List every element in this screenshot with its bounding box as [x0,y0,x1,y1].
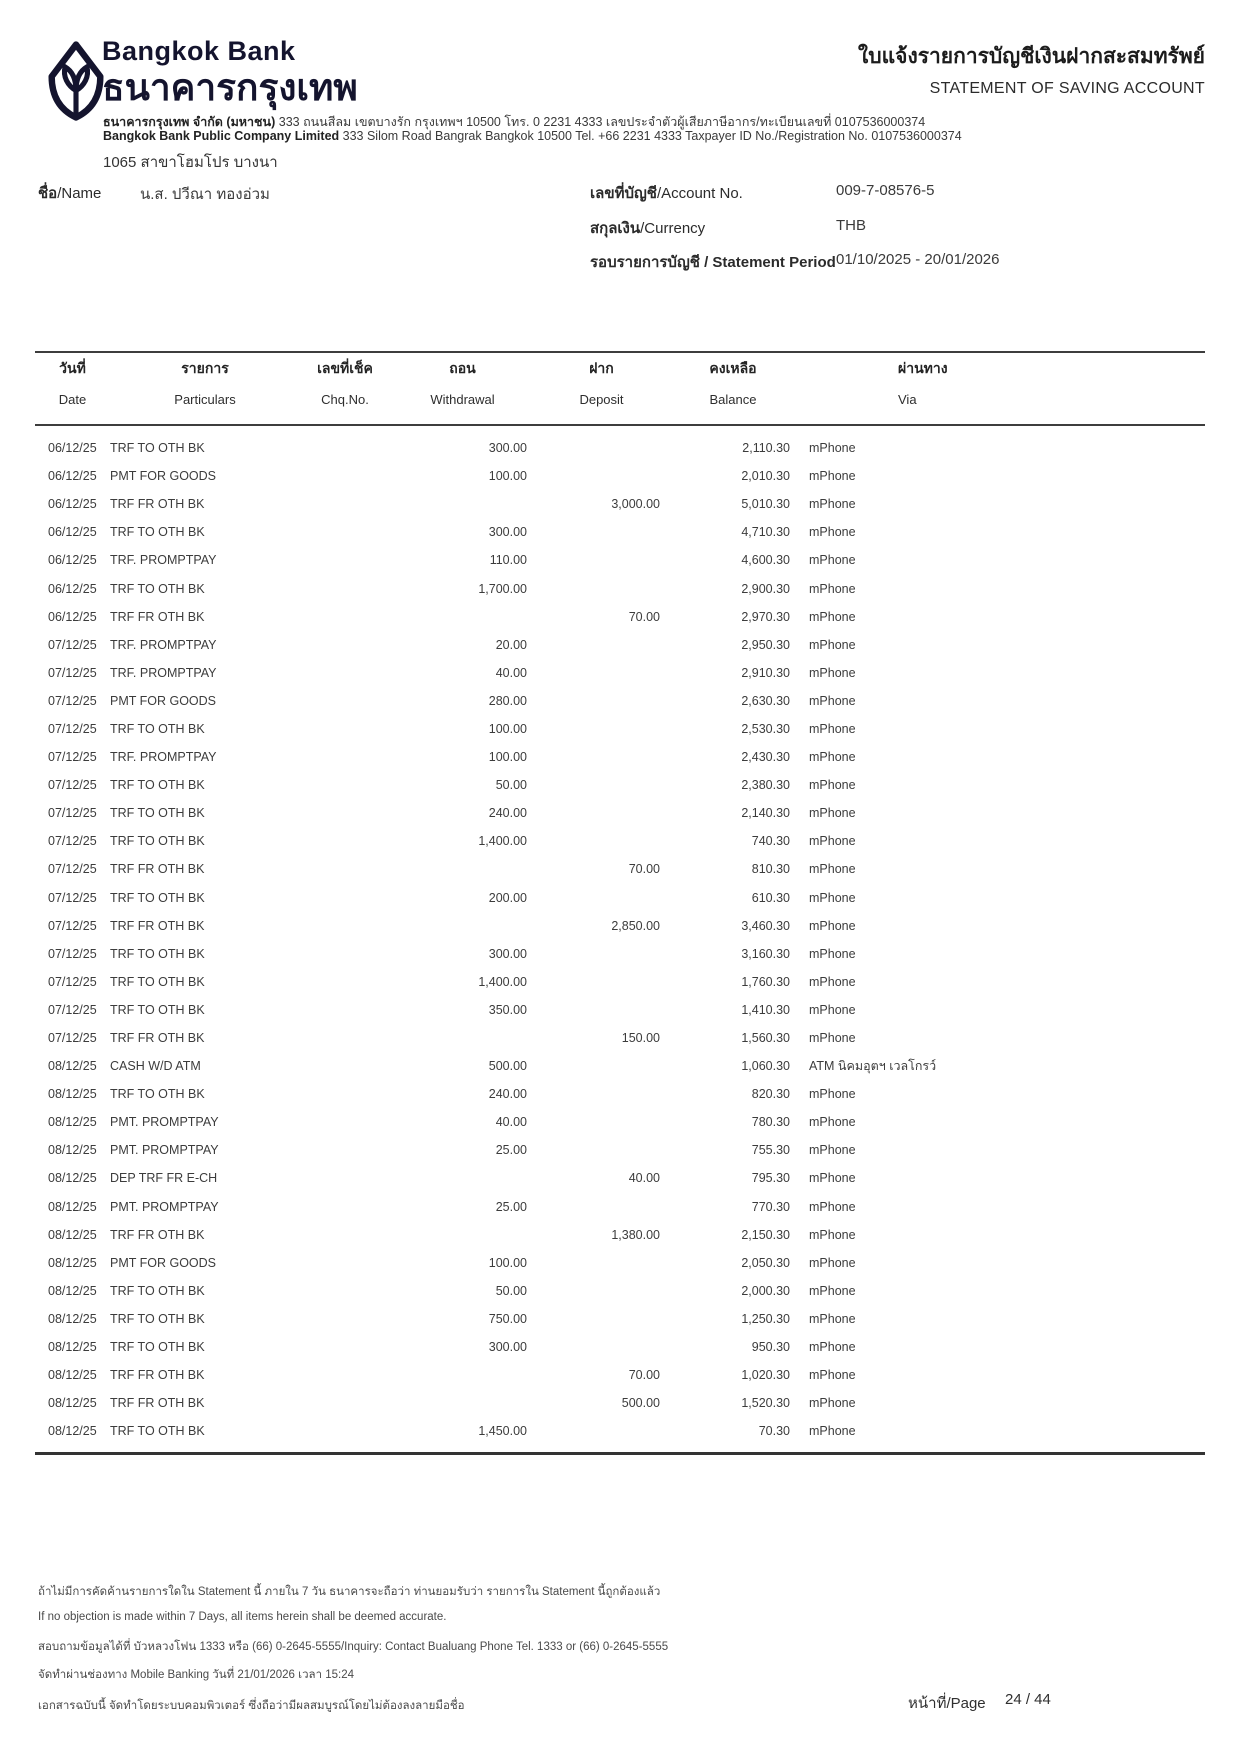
table-row [35,687,1205,715]
cell-balance: 2,150.30 [741,1227,790,1242]
cell-particulars: PMT. PROMPTPAY [110,1115,219,1130]
table-header-english [35,392,1205,407]
table-row [35,462,1205,490]
cell-via: mPhone [809,1255,856,1270]
cell-withdrawal: 240.00 [488,806,527,821]
table-row [35,1221,1205,1249]
cell-via: mPhone [809,778,856,793]
brand-name-th: ธนาคารกรุงเทพ [102,67,358,108]
cell-particulars: TRF. PROMPTPAY [110,553,217,568]
cell-deposit: 70.00 [628,862,660,877]
table-row [35,603,1205,631]
cell-date: 08/12/25 [48,1396,97,1411]
footer-generated-via: จัดทำผ่านช่องทาง Mobile Banking วันที่ 21/01/2026 เวลา 15:24 [38,1669,355,1681]
cell-via: mPhone [809,1199,856,1214]
cell-balance: 1,520.30 [741,1396,790,1411]
col-header-balance-en: Balance [709,392,757,407]
cell-deposit: 1,380.00 [611,1227,660,1242]
col-header-withdrawal-en: Withdrawal [430,392,495,407]
currency-value: THB [836,217,866,234]
table-row [35,855,1205,883]
cell-balance: 795.30 [751,1171,790,1186]
cell-via: mPhone [809,665,856,680]
cell-balance: 70.30 [758,1424,790,1439]
cell-balance: 2,970.30 [741,609,790,624]
cell-date: 07/12/25 [48,974,97,989]
cell-date: 07/12/25 [48,862,97,877]
cell-particulars: TRF TO OTH BK [110,974,205,989]
cell-via: mPhone [809,1311,856,1326]
cell-date: 08/12/25 [48,1424,97,1439]
table-row [35,434,1205,462]
cell-balance: 1,060.30 [741,1059,790,1074]
cell-particulars: TRF FR OTH BK [110,1031,205,1046]
bank-address-en [103,129,962,143]
cell-withdrawal: 200.00 [488,890,527,905]
cell-date: 07/12/25 [48,946,97,961]
cell-date: 07/12/25 [48,834,97,849]
cell-date: 08/12/25 [48,1087,97,1102]
cell-date: 08/12/25 [48,1368,97,1383]
cell-particulars: PMT. PROMPTPAY [110,1199,219,1214]
cell-particulars: TRF FR OTH BK [110,862,205,877]
col-header-deposit-th: ฝาก [589,360,614,376]
bank-legal-name-th: ธนาคารกรุงเทพ จำกัด (มหาชน) [103,115,276,129]
cell-via: mPhone [809,834,856,849]
table-row [35,1417,1205,1445]
cell-via: mPhone [809,441,856,456]
cell-balance: 1,560.30 [741,1031,790,1046]
cell-balance: 2,630.30 [741,693,790,708]
table-top-rule [35,351,1205,353]
cell-via: mPhone [809,1171,856,1186]
page-number-value: 24 / 44 [1005,1691,1051,1708]
cell-deposit: 70.00 [628,1368,660,1383]
cell-via: mPhone [809,609,856,624]
cell-date: 06/12/25 [48,609,97,624]
table-row [35,940,1205,968]
cell-date: 08/12/25 [48,1115,97,1130]
cell-balance: 2,910.30 [741,665,790,680]
cell-balance: 2,000.30 [741,1283,790,1298]
table-row [35,659,1205,687]
cell-date: 08/12/25 [48,1340,97,1355]
cell-date: 06/12/25 [48,441,97,456]
cell-withdrawal: 100.00 [488,1255,527,1270]
cell-particulars: TRF TO OTH BK [110,1424,205,1439]
cell-balance: 810.30 [751,862,790,877]
cell-via: mPhone [809,721,856,736]
cell-via: mPhone [809,469,856,484]
cell-date: 07/12/25 [48,778,97,793]
table-row [35,799,1205,827]
cell-deposit: 500.00 [621,1396,660,1411]
page-number-label: หน้าที่/Page [908,1695,986,1712]
cell-balance: 2,140.30 [741,806,790,821]
cell-via: ATM นิคมอุตฯ เวลโกรว์ [809,1059,937,1074]
cell-via: mPhone [809,1227,856,1242]
cell-date: 08/12/25 [48,1143,97,1158]
col-header-deposit-en: Deposit [579,392,624,407]
cell-particulars: TRF TO OTH BK [110,1311,205,1326]
cell-via: mPhone [809,890,856,905]
cell-particulars: PMT FOR GOODS [110,1255,217,1270]
cell-withdrawal: 20.00 [495,637,527,652]
cell-date: 08/12/25 [48,1199,97,1214]
cell-withdrawal: 300.00 [488,525,527,540]
cell-balance: 3,460.30 [741,918,790,933]
cell-particulars: TRF TO OTH BK [110,441,205,456]
cell-withdrawal: 50.00 [495,1283,527,1298]
table-row [35,771,1205,799]
cell-balance: 755.30 [751,1143,790,1158]
cell-withdrawal: 40.00 [495,1115,527,1130]
cell-via: mPhone [809,1143,856,1158]
cell-balance: 2,010.30 [741,469,790,484]
branch-name: 1065 สาขาโฮมโปร บางนา [103,154,278,171]
table-row [35,827,1205,855]
table-row [35,1249,1205,1277]
table-row [35,884,1205,912]
table-row [35,912,1205,940]
table-row [35,1193,1205,1221]
bank-legal-name-en: Bangkok Bank Public Company Limited [103,129,340,143]
cell-balance: 3,160.30 [741,946,790,961]
cell-via: mPhone [809,1115,856,1130]
cell-withdrawal: 500.00 [488,1059,527,1074]
cell-date: 07/12/25 [48,918,97,933]
cell-withdrawal: 50.00 [495,778,527,793]
cell-via: mPhone [809,750,856,765]
cell-via: mPhone [809,1368,856,1383]
currency-label: สกุลเงิน/Currency [590,220,706,237]
statement-period-label: รอบรายการบัญชี / Statement Period [590,254,836,271]
cell-balance: 740.30 [751,834,790,849]
statement-period-value: 01/10/2025 - 20/01/2026 [836,251,1000,268]
table-row [35,1305,1205,1333]
cell-via: mPhone [809,1340,856,1355]
col-header-balance-th: คงเหลือ [709,360,757,376]
cell-via: mPhone [809,946,856,961]
cell-via: mPhone [809,581,856,596]
cell-balance: 610.30 [751,890,790,905]
cell-balance: 1,020.30 [741,1368,790,1383]
table-row [35,1164,1205,1192]
table-row [35,490,1205,518]
cell-date: 06/12/25 [48,469,97,484]
table-row [35,1080,1205,1108]
col-header-chq-no-th: เลขที่เช็ค [317,360,373,376]
col-header-chq-no-en: Chq.No. [321,392,369,407]
cell-date: 06/12/25 [48,581,97,596]
cell-particulars: TRF FR OTH BK [110,918,205,933]
cell-balance: 950.30 [751,1340,790,1355]
cell-withdrawal: 1,700.00 [478,581,527,596]
cell-particulars: TRF FR OTH BK [110,609,205,624]
cell-balance: 4,600.30 [741,553,790,568]
cell-particulars: TRF TO OTH BK [110,1002,205,1017]
table-row [35,1277,1205,1305]
cell-balance: 2,530.30 [741,721,790,736]
cell-date: 07/12/25 [48,1002,97,1017]
bank-address-th-text: 333 ถนนสีลม เขตบางรัก กรุงเทพฯ 10500 โทร. 0 2231 4333 เลขประจำตัวผู้เสียภาษีอากร/ทะเบียนเลขที่ 0107536000374 [275,115,926,129]
cell-particulars: TRF. PROMPTPAY [110,750,217,765]
cell-date: 06/12/25 [48,553,97,568]
cell-withdrawal: 100.00 [488,750,527,765]
document-title-th: ใบแจ้งรายการบัญชีเงินฝากสะสมทรัพย์ [858,45,1205,68]
document-title-block [858,40,1205,98]
cell-deposit: 2,850.00 [611,918,660,933]
cell-date: 08/12/25 [48,1059,97,1074]
cell-deposit: 3,000.00 [611,497,660,512]
cell-date: 07/12/25 [48,665,97,680]
cell-date: 07/12/25 [48,1031,97,1046]
cell-via: mPhone [809,693,856,708]
cell-withdrawal: 750.00 [488,1311,527,1326]
table-row [35,1389,1205,1417]
cell-withdrawal: 40.00 [495,665,527,680]
cell-withdrawal: 1,400.00 [478,834,527,849]
cell-via: mPhone [809,1424,856,1439]
cell-withdrawal: 1,400.00 [478,974,527,989]
col-header-particulars-en: Particulars [174,392,236,407]
col-header-date-th: วันที่ [59,360,86,376]
cell-date: 07/12/25 [48,806,97,821]
col-header-withdrawal-th: ถอน [449,360,476,376]
cell-particulars: TRF. PROMPTPAY [110,637,217,652]
cell-via: mPhone [809,862,856,877]
table-bottom-rule [35,1452,1205,1455]
cell-withdrawal: 110.00 [489,553,527,568]
cell-deposit: 70.00 [628,609,660,624]
cell-withdrawal: 300.00 [488,946,527,961]
cell-particulars: PMT FOR GOODS [110,693,217,708]
cell-via: mPhone [809,525,856,540]
cell-particulars: PMT FOR GOODS [110,469,217,484]
document-title-en: STATEMENT OF SAVING ACCOUNT [929,80,1205,97]
cell-balance: 1,250.30 [741,1311,790,1326]
cell-via: mPhone [809,1002,856,1017]
cell-particulars: TRF TO OTH BK [110,890,205,905]
cell-balance: 2,110.30 [742,441,790,456]
table-row [35,1052,1205,1080]
cell-particulars: TRF FR OTH BK [110,497,205,512]
cell-particulars: TRF TO OTH BK [110,1283,205,1298]
cell-date: 07/12/25 [48,750,97,765]
cell-balance: 2,050.30 [741,1255,790,1270]
cell-withdrawal: 300.00 [488,441,527,456]
cell-via: mPhone [809,1087,856,1102]
cell-via: mPhone [809,637,856,652]
footer-computer-note: เอกสารฉบับนี้ จัดทำโดยระบบคอมพิวเตอร์ ซึ่งถือว่ามีผลสมบูรณ์โดยไม่ต้องลงลายมือชื่อ [38,1700,465,1712]
cell-withdrawal: 300.00 [488,1340,527,1355]
cell-via: mPhone [809,918,856,933]
table-row [35,1024,1205,1052]
table-row [35,1108,1205,1136]
cell-date: 06/12/25 [48,525,97,540]
cell-withdrawal: 100.00 [488,469,527,484]
table-row [35,1136,1205,1164]
table-row [35,574,1205,602]
cell-date: 08/12/25 [48,1227,97,1242]
cell-withdrawal: 25.00 [495,1143,527,1158]
cell-balance: 1,760.30 [741,974,790,989]
bangkok-bank-lotus-icon [44,36,108,126]
col-header-via-th: ผ่านทาง [898,360,948,376]
col-header-via-en: Via [898,392,917,407]
cell-balance: 5,010.30 [741,497,790,512]
cell-deposit: 150.00 [621,1031,660,1046]
cell-via: mPhone [809,553,856,568]
cell-balance: 1,410.30 [741,1002,790,1017]
cell-date: 07/12/25 [48,637,97,652]
cell-date: 07/12/25 [48,721,97,736]
cell-particulars: TRF. PROMPTPAY [110,665,217,680]
cell-particulars: TRF TO OTH BK [110,721,205,736]
cell-balance: 2,380.30 [741,778,790,793]
cell-via: mPhone [809,1031,856,1046]
table-row [35,546,1205,574]
cell-date: 08/12/25 [48,1283,97,1298]
cell-withdrawal: 100.00 [488,721,527,736]
cell-particulars: TRF TO OTH BK [110,946,205,961]
cell-balance: 2,900.30 [741,581,790,596]
footer-notice-th: ถ้าไม่มีการคัดค้านรายการใดใน Statement นี้ ภายใน 7 วัน ธนาคารจะถือว่า ท่านยอมรับว่า รายการใน Statement นี้ถูกต้องแล้ว [38,1586,661,1598]
cell-particulars: TRF TO OTH BK [110,806,205,821]
cell-particulars: TRF TO OTH BK [110,778,205,793]
cell-particulars: TRF TO OTH BK [110,1340,205,1355]
col-header-particulars-th: รายการ [181,360,229,376]
cell-via: mPhone [809,806,856,821]
name-label: ชื่อ/Name [38,185,102,202]
cell-balance: 4,710.30 [741,525,790,540]
table-header-thai [35,358,1205,380]
table-row [35,1333,1205,1361]
table-body [35,434,1205,1445]
cell-particulars: TRF FR OTH BK [110,1227,205,1242]
cell-via: mPhone [809,1283,856,1298]
cell-withdrawal: 1,450.00 [478,1424,527,1439]
cell-particulars: TRF TO OTH BK [110,581,205,596]
cell-particulars: TRF TO OTH BK [110,834,205,849]
cell-particulars: TRF FR OTH BK [110,1396,205,1411]
cell-date: 07/12/25 [48,890,97,905]
cell-particulars: TRF TO OTH BK [110,1087,205,1102]
name-value: น.ส. ปวีณา ทองอ่วม [140,186,270,203]
cell-withdrawal: 25.00 [495,1199,527,1214]
cell-particulars: PMT. PROMPTPAY [110,1143,219,1158]
cell-date: 08/12/25 [48,1311,97,1326]
col-header-date-en: Date [58,392,87,407]
cell-particulars: TRF FR OTH BK [110,1368,205,1383]
cell-withdrawal: 350.00 [488,1002,527,1017]
brand-block [102,38,358,106]
table-row [35,968,1205,996]
table-row [35,715,1205,743]
cell-deposit: 40.00 [628,1171,660,1186]
footer-inquiry: สอบถามข้อมูลได้ที่ บัวหลวงโฟน 1333 หรือ (66) 0-2645-5555/Inquiry: Contact Bualuang Phone Tel. 1333 or (66) 0-2645-5555 [38,1641,669,1653]
table-row [35,518,1205,546]
cell-balance: 2,430.30 [741,750,790,765]
cell-date: 06/12/25 [48,497,97,512]
account-no-value: 009-7-08576-5 [836,182,935,199]
brand-name-en: Bangkok Bank [102,36,296,66]
cell-balance: 780.30 [751,1115,790,1130]
table-row [35,743,1205,771]
cell-balance: 820.30 [751,1087,790,1102]
cell-via: mPhone [809,1396,856,1411]
table-row [35,631,1205,659]
table-row [35,1361,1205,1389]
cell-date: 08/12/25 [48,1171,97,1186]
cell-withdrawal: 240.00 [488,1087,527,1102]
table-row [35,996,1205,1024]
account-no-label: เลขที่บัญชี/Account No. [590,185,743,202]
cell-balance: 2,950.30 [741,637,790,652]
cell-via: mPhone [809,497,856,512]
cell-date: 07/12/25 [48,693,97,708]
cell-withdrawal: 280.00 [488,693,527,708]
cell-via: mPhone [809,974,856,989]
cell-particulars: TRF TO OTH BK [110,525,205,540]
table-header-rule [35,424,1205,426]
cell-date: 08/12/25 [48,1255,97,1270]
cell-particulars: DEP TRF FR E-CH [110,1171,218,1186]
cell-particulars: CASH W/D ATM [110,1059,201,1074]
footer-notice-en: If no objection is made within 7 Days, all items herein shall be deemed accurate. [38,1611,447,1623]
cell-balance: 770.30 [751,1199,790,1214]
bank-address-en-text: 333 Silom Road Bangrak Bangkok 10500 Tel. +66 2231 4333 Taxpayer ID No./Registration No. 0107536000374 [339,129,962,143]
